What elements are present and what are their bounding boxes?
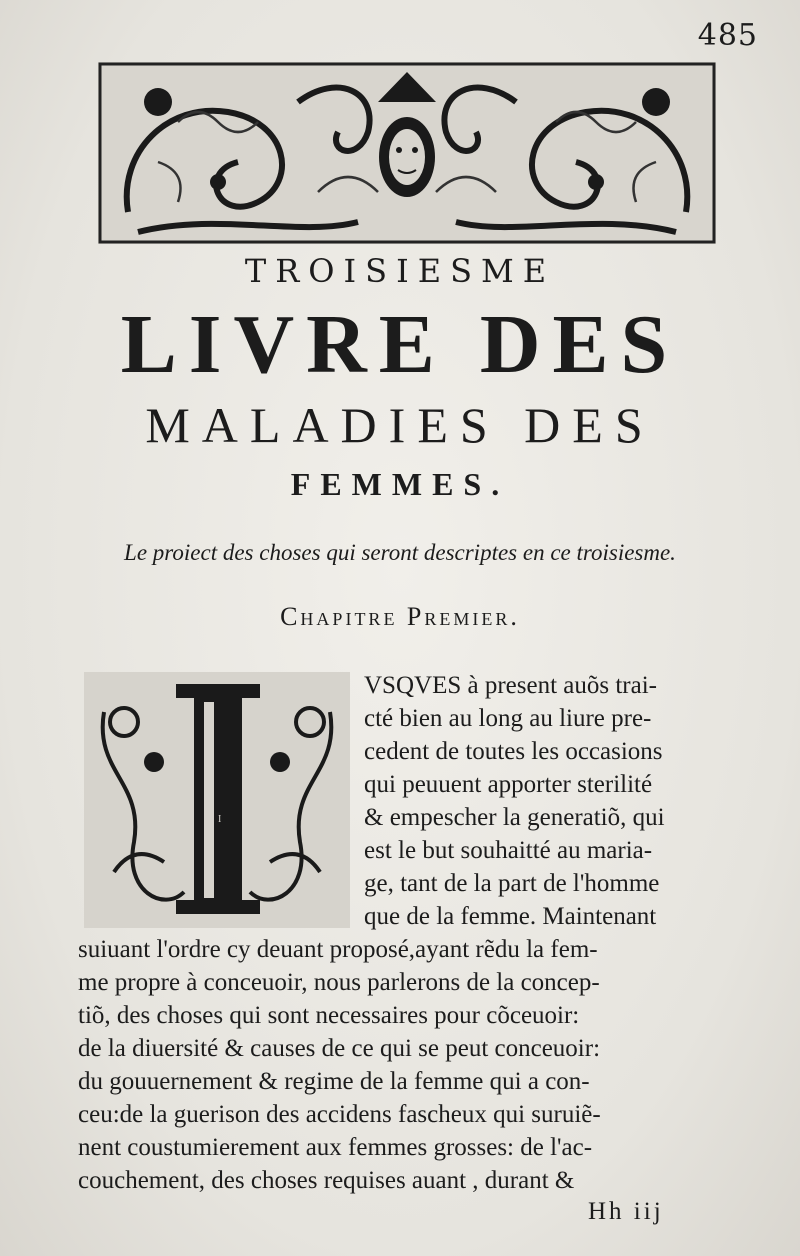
signature-mark: Hh iij [588,1198,664,1225]
heading-line-4: FEMMES. [290,466,510,502]
body-line: & empescher la generatiõ, qui [364,804,665,831]
body-line: cedent de toutes les occasions [364,738,663,765]
drop-cap-letter: I [218,814,222,825]
heading-line-2: LIVRE DES [120,298,680,391]
body-line: qui peuuent apporter sterilité [364,771,653,798]
body-line: ceu:de la guerison des accidens fascheux qui suruiẽ- [78,1101,601,1128]
body-line: VSQVES à present auõs trai- [364,672,657,699]
body-line: me propre à conceuoir, nous parlerons de la concep- [78,969,600,996]
chapter-summary: Le proiect des choses qui seront descriptes en ce troisiesme. [124,540,676,565]
body-line: ge, tant de la part de l'homme [364,870,660,897]
ornamental-headpiece [98,62,716,244]
body-line: nent coustumierement aux femmes grosses: de l'ac- [78,1134,593,1161]
body-line: que de la femme. Maintenant [364,903,657,930]
body-line: tiõ, des choses qui sont necessaires pour cõceuoir: [78,1002,580,1029]
body-line: est le but souhaitté au maria- [364,837,653,864]
body-line: suiuant l'ordre cy deuant proposé,ayant rẽdu la fem- [78,936,598,963]
body-line: du gouuernement & regime de la femme qui a con- [78,1068,590,1095]
heading-line-1: TROISIESME [244,252,556,290]
body-line: couchement, des choses requises auant , durant & [78,1167,575,1194]
decorated-initial [84,672,350,928]
page-number: 485 [697,18,758,53]
body-line: de la diuersité & causes de ce qui se peut conceuoir: [78,1035,601,1062]
chapter-heading: Chapitre Premier. [280,602,520,631]
body-line: cté bien au long au liure pre- [364,705,652,732]
heading-line-3: MALADIES DES [145,397,655,453]
